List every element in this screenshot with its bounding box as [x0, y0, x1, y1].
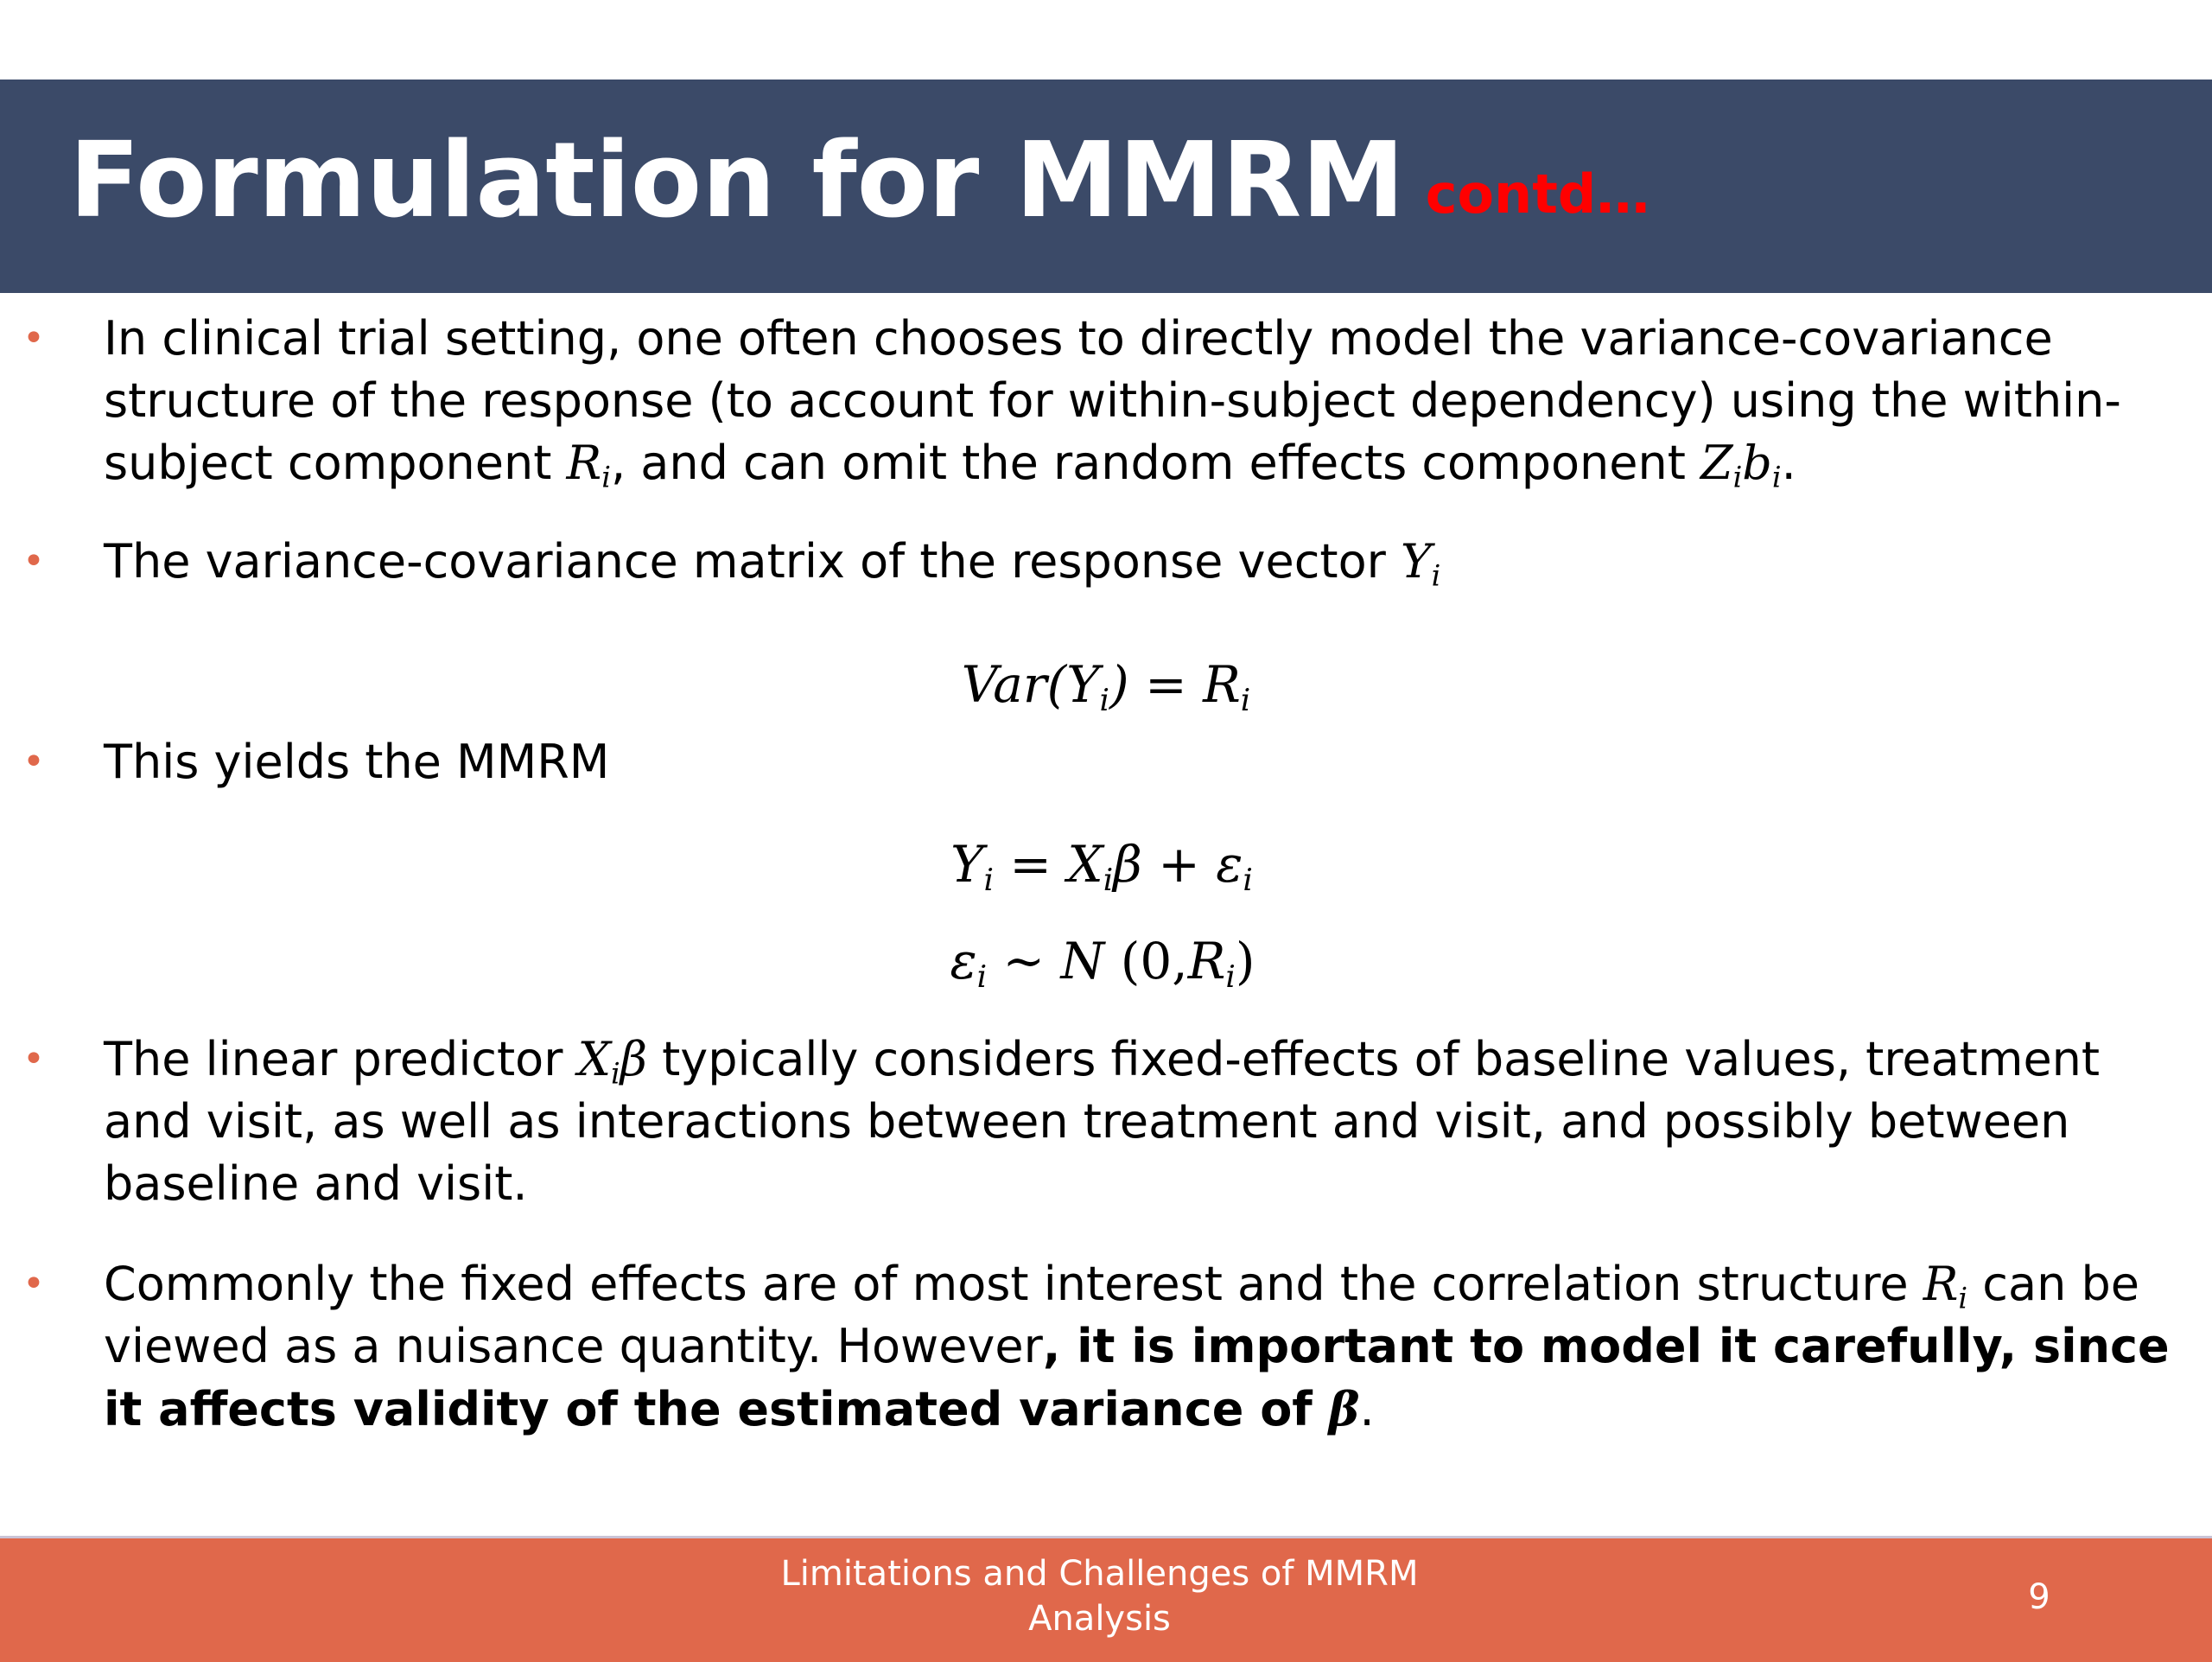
bullet-5-text-b: can be viewed as a nuisance quantity. However [104, 1257, 2139, 1373]
math-beta: β [1328, 1381, 1360, 1436]
bullet-1-text-c: . [1781, 436, 1796, 490]
bullet-5-text-c: . [1359, 1382, 1375, 1436]
math-r-i: $R_i$ [566, 436, 611, 494]
bullet-4-text-b: typically considers fixed-effects of baseline values, treatment and visit, as well as interactions between treatment and visit, and possibly between baseline and visit. [104, 1032, 2101, 1211]
page-number: 9 [2028, 1577, 2050, 1617]
slide-title-text: Formulation for MMRM [69, 121, 1405, 241]
footer-title-line-1: Limitations and Challenges of MMRM [780, 1554, 1419, 1594]
bullet-1-text-b: , and can omit the random effects component [610, 436, 1701, 490]
bullet-4-text-a: The linear predictor [104, 1032, 578, 1086]
math-z-i-b-i: $Z_ib_i$ [1700, 436, 1782, 494]
slide-title-suffix: contd… [1425, 162, 1650, 226]
bullet-4 [104, 1028, 2186, 1215]
bullet-5-text-a: Commonly the fixed effects are of most interest and the correlation structure [104, 1257, 1923, 1311]
bullet-5-emphasis: , it is important to model it carefully, since it affects validity of the estimated variance of [104, 1319, 2170, 1436]
equation-variance: $Var(Y_i) = R_i$ [961, 655, 1251, 719]
bullet-2-text: The variance-covariance matrix of the response vector [104, 534, 1402, 589]
bullet-3-text: This yields the MMRM [104, 735, 610, 789]
bullet-3 [104, 731, 2186, 793]
math-y-i: $Y_i$ [1401, 534, 1441, 593]
bullet-5 [104, 1253, 2186, 1441]
footer-title-line-2: Analysis [1028, 1599, 1171, 1639]
bullet-1 [104, 308, 2186, 494]
bullet-1-text-a: In clinical trial setting, one often chooses to directly model the variance-covariance structure of the response (to account for within-subject dependency) using the within-subject component [104, 311, 2121, 490]
equation-model: $Y_i = X_i\beta + \varepsilon_i$ [950, 835, 1253, 899]
bullet-2 [104, 531, 2186, 593]
math-x-i-beta: $X_i\beta$ [577, 1032, 647, 1091]
slide-title [69, 121, 1649, 255]
equation-error: $\varepsilon_i$ ~ N $(0,R_i)$ [950, 932, 1255, 996]
math-r-i: $R_i$ [1923, 1257, 1968, 1315]
footer-title [760, 1551, 1439, 1641]
